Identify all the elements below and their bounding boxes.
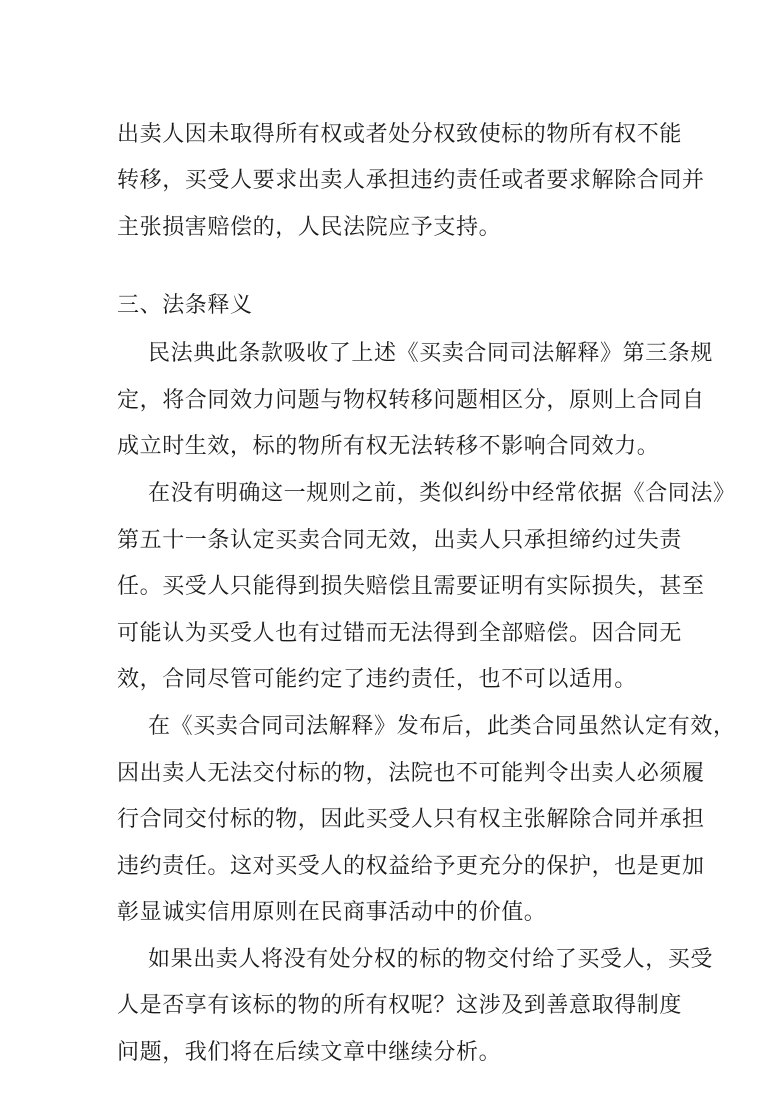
paragraph-3-line-1: 在没有明确这一规则之前，类似纠纷中经常依据《合同法》 (148, 481, 736, 506)
paragraph-4-line-3: 行合同交付标的物，因此买受人只有权主张解除合同并承担 (117, 807, 705, 832)
paragraph-1-line-2: 转移，买受人要求出卖人承担违约责任或者要求解除合同并 (117, 168, 705, 193)
paragraph-3-line-4: 可能认为买受人也有过错而无法得到全部赔偿。因合同无 (117, 621, 683, 646)
paragraph-5-line-3: 问题，我们将在后续文章中继续分析。 (117, 1040, 502, 1065)
paragraph-3-line-5: 效，合同尽管可能约定了违约责任，也不可以适用。 (117, 667, 637, 692)
paragraph-4-line-2: 因出卖人无法交付标的物，法院也不可能判令出卖人必须履 (117, 761, 705, 786)
paragraph-1-line-3: 主张损害赔偿的，人民法院应予支持。 (117, 215, 502, 240)
paragraph-4-line-1: 在《买卖合同司法解释》发布后，此类合同虽然认定有效， (148, 714, 736, 739)
paragraph-4-line-4: 违约责任。这对买受人的权益给予更充分的保护，也是更加 (117, 854, 705, 879)
paragraph-3-line-2: 第五十一条认定买卖合同无效，出卖人只承担缔约过失责 (117, 528, 683, 553)
paragraph-2-line-1: 民法典此条款吸收了上述《买卖合同司法解释》第三条规 (148, 341, 714, 366)
section-heading: 三、法条释义 (117, 293, 253, 318)
paragraph-2-line-3: 成立时生效，标的物所有权无法转移不影响合同效力。 (117, 434, 660, 459)
paragraph-3-line-3: 任。买受人只能得到损失赔偿且需要证明有实际损失，甚至 (117, 574, 705, 599)
paragraph-5-line-1: 如果出卖人将没有处分权的标的物交付给了买受人，买受 (148, 947, 714, 972)
paragraph-1-line-1: 出卖人因未取得所有权或者处分权致使标的物所有权不能 (117, 122, 683, 147)
paragraph-2-line-2: 定，将合同效力问题与物权转移问题相区分，原则上合同自 (117, 388, 705, 413)
paragraph-5-line-2: 人是否享有该标的物的所有权呢？这涉及到善意取得制度 (117, 993, 683, 1018)
paragraph-4-line-5: 彰显诚实信用原则在民商事活动中的价值。 (117, 900, 547, 925)
